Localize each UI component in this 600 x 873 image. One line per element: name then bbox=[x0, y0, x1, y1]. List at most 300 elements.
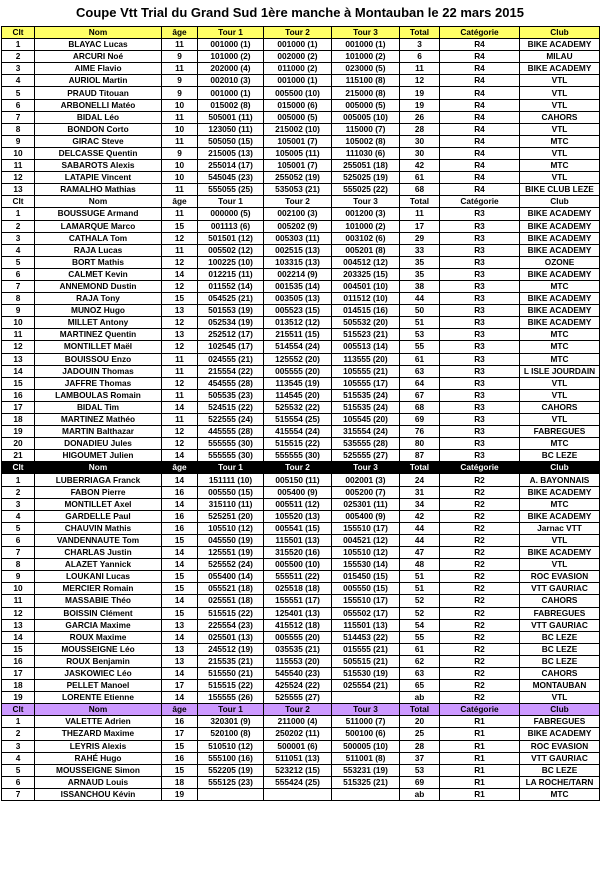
cell-age: 15 bbox=[162, 607, 198, 619]
cell-total: 44 bbox=[400, 293, 440, 305]
cell-tour3: 505532 (20) bbox=[332, 317, 400, 329]
cell-name: ANNEMOND Dustin bbox=[35, 280, 162, 292]
cell-club: VTL bbox=[520, 172, 600, 184]
cell-tour2: 514554 (24) bbox=[264, 341, 332, 353]
cell-tour1: 555125 (23) bbox=[198, 776, 264, 788]
cell-tour2: 125401 (13) bbox=[264, 607, 332, 619]
cell-tour1: 001000 (1) bbox=[198, 39, 264, 51]
cell-age: 11 bbox=[162, 63, 198, 75]
cell-total: 52 bbox=[400, 607, 440, 619]
cell-category: R3 bbox=[440, 450, 520, 462]
column-header-name: Nom bbox=[35, 704, 162, 716]
cell-club: BIKE ACADEMY bbox=[520, 486, 600, 498]
cell-name: HIGOUMET Julien bbox=[35, 450, 162, 462]
cell-club: MTC bbox=[520, 329, 600, 341]
cell-rank: 4 bbox=[2, 752, 35, 764]
cell-total: 63 bbox=[400, 365, 440, 377]
cell-category: R3 bbox=[440, 365, 520, 377]
cell-category: R4 bbox=[440, 63, 520, 75]
cell-club: VTL bbox=[520, 99, 600, 111]
cell-club: BIKE ACADEMY bbox=[520, 244, 600, 256]
column-header-club: Club bbox=[520, 462, 600, 474]
cell-tour3: 500005 (10) bbox=[332, 740, 400, 752]
cell-rank: 6 bbox=[2, 99, 35, 111]
table-row bbox=[2, 39, 600, 51]
cell-total: 54 bbox=[400, 619, 440, 631]
cell-name: BOISSIN Clément bbox=[35, 607, 162, 619]
table-row bbox=[2, 643, 600, 655]
cell-name: MONTILLET Maël bbox=[35, 341, 162, 353]
cell-total: 44 bbox=[400, 534, 440, 546]
cell-club: BC LEZE bbox=[520, 643, 600, 655]
table-row bbox=[2, 692, 600, 704]
cell-tour3: 315554 (24) bbox=[332, 426, 400, 438]
cell-club: BIKE ACADEMY bbox=[520, 63, 600, 75]
table-row bbox=[2, 317, 600, 329]
table-row bbox=[2, 63, 600, 75]
table-row bbox=[2, 619, 600, 631]
cell-club: BIKE ACADEMY bbox=[520, 317, 600, 329]
cell-category: R4 bbox=[440, 99, 520, 111]
cell-category: R4 bbox=[440, 147, 520, 159]
column-header-age: âge bbox=[162, 462, 198, 474]
column-header-tour1: Tour 1 bbox=[198, 462, 264, 474]
cell-category: R2 bbox=[440, 680, 520, 692]
cell-name: JADOUIN Thomas bbox=[35, 365, 162, 377]
cell-tour1: 123050 (11) bbox=[198, 123, 264, 135]
cell-tour1: 555100 (16) bbox=[198, 752, 264, 764]
cell-total: 3 bbox=[400, 39, 440, 51]
cell-tour2: 555555 (30) bbox=[264, 450, 332, 462]
cell-tour1: 505050 (15) bbox=[198, 135, 264, 147]
cell-tour1: 024555 (21) bbox=[198, 353, 264, 365]
cell-club: VTL bbox=[520, 75, 600, 87]
table-row bbox=[2, 426, 600, 438]
cell-age: 10 bbox=[162, 99, 198, 111]
cell-rank: 4 bbox=[2, 244, 35, 256]
column-header-tour1: Tour 1 bbox=[198, 704, 264, 716]
cell-total: 61 bbox=[400, 643, 440, 655]
cell-tour3: 005400 (9) bbox=[332, 510, 400, 522]
cell-rank: 16 bbox=[2, 655, 35, 667]
cell-rank: 3 bbox=[2, 740, 35, 752]
cell-age: 13 bbox=[162, 305, 198, 317]
cell-tour3: 111030 (6) bbox=[332, 147, 400, 159]
column-header-total: Total bbox=[400, 704, 440, 716]
cell-rank: 5 bbox=[2, 256, 35, 268]
cell-total: 33 bbox=[400, 244, 440, 256]
cell-total: 55 bbox=[400, 341, 440, 353]
cell-tour2: 002000 (2) bbox=[264, 51, 332, 63]
cell-rank: 11 bbox=[2, 329, 35, 341]
table-row bbox=[2, 559, 600, 571]
cell-age: 9 bbox=[162, 147, 198, 159]
cell-tour3: 255051 (18) bbox=[332, 160, 400, 172]
cell-age: 14 bbox=[162, 268, 198, 280]
cell-club: MTC bbox=[520, 438, 600, 450]
cell-club: VTT GAURIAC bbox=[520, 583, 600, 595]
table-row bbox=[2, 401, 600, 413]
table-row bbox=[2, 147, 600, 159]
cell-category: R2 bbox=[440, 534, 520, 546]
cell-club: MTC bbox=[520, 353, 600, 365]
cell-tour2 bbox=[264, 788, 332, 800]
cell-name: CHAUVIN Mathis bbox=[35, 522, 162, 534]
cell-name: PELLET Manoel bbox=[35, 680, 162, 692]
cell-category: R1 bbox=[440, 776, 520, 788]
cell-rank: 7 bbox=[2, 547, 35, 559]
cell-tour2: 500001 (6) bbox=[264, 740, 332, 752]
cell-tour3: 003102 (6) bbox=[332, 232, 400, 244]
cell-total: 51 bbox=[400, 571, 440, 583]
table-row bbox=[2, 280, 600, 292]
cell-tour2: 115553 (20) bbox=[264, 655, 332, 667]
column-header-tour3: Tour 3 bbox=[332, 196, 400, 208]
column-header-total: Total bbox=[400, 462, 440, 474]
cell-rank: 13 bbox=[2, 353, 35, 365]
cell-category: R4 bbox=[440, 172, 520, 184]
cell-tour1: 100225 (10) bbox=[198, 256, 264, 268]
cell-tour3: 113555 (20) bbox=[332, 353, 400, 365]
cell-club: ROC EVASION bbox=[520, 740, 600, 752]
table-row bbox=[2, 595, 600, 607]
cell-tour3: 105545 (20) bbox=[332, 414, 400, 426]
cell-club: VTL bbox=[520, 87, 600, 99]
table-row bbox=[2, 764, 600, 776]
cell-category: R3 bbox=[440, 208, 520, 220]
cell-category: R3 bbox=[440, 232, 520, 244]
cell-name: DELCASSE Quentin bbox=[35, 147, 162, 159]
cell-club: VTL bbox=[520, 389, 600, 401]
cell-tour2: 425524 (22) bbox=[264, 680, 332, 692]
cell-name: MOUSSEIGNE Simon bbox=[35, 764, 162, 776]
cell-tour2: 515554 (25) bbox=[264, 414, 332, 426]
cell-name: MILLET Antony bbox=[35, 317, 162, 329]
cell-name: ROUX Maxime bbox=[35, 631, 162, 643]
cell-age: 14 bbox=[162, 498, 198, 510]
cell-total: 42 bbox=[400, 510, 440, 522]
cell-category: R4 bbox=[440, 39, 520, 51]
cell-tour3: 505515 (21) bbox=[332, 655, 400, 667]
table-row bbox=[2, 438, 600, 450]
header-row-r1 bbox=[2, 704, 600, 716]
cell-total: 30 bbox=[400, 147, 440, 159]
cell-age: 17 bbox=[162, 728, 198, 740]
cell-category: R4 bbox=[440, 135, 520, 147]
cell-club: BIKE ACADEMY bbox=[520, 547, 600, 559]
cell-rank: 10 bbox=[2, 147, 35, 159]
cell-category: R3 bbox=[440, 426, 520, 438]
table-row bbox=[2, 776, 600, 788]
cell-name: LAMARQUE Marco bbox=[35, 220, 162, 232]
cell-tour3: 105555 (17) bbox=[332, 377, 400, 389]
cell-rank: 2 bbox=[2, 728, 35, 740]
cell-age: 11 bbox=[162, 184, 198, 196]
cell-club: MTC bbox=[520, 498, 600, 510]
cell-club: MTC bbox=[520, 788, 600, 800]
cell-tour2: 005555 (20) bbox=[264, 631, 332, 643]
cell-tour3: 555025 (22) bbox=[332, 184, 400, 196]
header-row-r4 bbox=[2, 27, 600, 39]
cell-age: 13 bbox=[162, 329, 198, 341]
cell-category: R4 bbox=[440, 87, 520, 99]
cell-tour3: 155510 (17) bbox=[332, 522, 400, 534]
cell-club: BIKE ACADEMY bbox=[520, 728, 600, 740]
cell-category: R1 bbox=[440, 788, 520, 800]
cell-tour2: 003505 (13) bbox=[264, 293, 332, 305]
cell-category: R1 bbox=[440, 764, 520, 776]
cell-tour2: 035535 (21) bbox=[264, 643, 332, 655]
cell-name: RAJA Lucas bbox=[35, 244, 162, 256]
cell-total: 28 bbox=[400, 123, 440, 135]
cell-category: R4 bbox=[440, 123, 520, 135]
cell-rank: 3 bbox=[2, 63, 35, 75]
column-header-name: Nom bbox=[35, 27, 162, 39]
cell-name: BIDAL Léo bbox=[35, 111, 162, 123]
cell-club: CAHORS bbox=[520, 667, 600, 679]
cell-rank: 12 bbox=[2, 341, 35, 353]
cell-club: VTT GAURIAC bbox=[520, 619, 600, 631]
cell-tour3: 002001 (3) bbox=[332, 474, 400, 486]
table-row bbox=[2, 716, 600, 728]
cell-tour2: 001535 (14) bbox=[264, 280, 332, 292]
cell-name: ARCURI Noé bbox=[35, 51, 162, 63]
cell-name: LUBERRIAGA Franck bbox=[35, 474, 162, 486]
cell-tour3: 525555 (27) bbox=[332, 450, 400, 462]
column-header-name: Nom bbox=[35, 462, 162, 474]
cell-total: 26 bbox=[400, 111, 440, 123]
cell-total: 44 bbox=[400, 522, 440, 534]
cell-tour1: 055521 (18) bbox=[198, 583, 264, 595]
cell-tour3: 001000 (1) bbox=[332, 39, 400, 51]
results-table bbox=[1, 26, 600, 801]
cell-total: 51 bbox=[400, 317, 440, 329]
cell-total: 25 bbox=[400, 728, 440, 740]
table-row bbox=[2, 788, 600, 800]
cell-tour2: 155551 (17) bbox=[264, 595, 332, 607]
cell-tour2: 525532 (22) bbox=[264, 401, 332, 413]
cell-tour3: 155510 (17) bbox=[332, 595, 400, 607]
cell-total: 48 bbox=[400, 559, 440, 571]
cell-category: R1 bbox=[440, 752, 520, 764]
cell-tour3: 023000 (5) bbox=[332, 63, 400, 75]
table-row bbox=[2, 220, 600, 232]
cell-age: 16 bbox=[162, 752, 198, 764]
cell-tour1: 002010 (3) bbox=[198, 75, 264, 87]
cell-category: R3 bbox=[440, 353, 520, 365]
cell-tour3: 005200 (7) bbox=[332, 486, 400, 498]
cell-name: VALETTE Adrien bbox=[35, 716, 162, 728]
cell-tour2: 105005 (11) bbox=[264, 147, 332, 159]
table-row bbox=[2, 534, 600, 546]
cell-age: 15 bbox=[162, 293, 198, 305]
cell-age: 14 bbox=[162, 450, 198, 462]
table-row bbox=[2, 631, 600, 643]
cell-age: 15 bbox=[162, 740, 198, 752]
cell-age: 12 bbox=[162, 377, 198, 389]
cell-age: 12 bbox=[162, 232, 198, 244]
cell-tour3: 514453 (22) bbox=[332, 631, 400, 643]
cell-club: BIKE ACADEMY bbox=[520, 39, 600, 51]
cell-rank: 1 bbox=[2, 208, 35, 220]
cell-club: BC LEZE bbox=[520, 631, 600, 643]
cell-total: 34 bbox=[400, 498, 440, 510]
cell-tour3: 004512 (12) bbox=[332, 256, 400, 268]
cell-tour2: 515515 (22) bbox=[264, 438, 332, 450]
cell-category: R3 bbox=[440, 341, 520, 353]
cell-tour2: 001000 (1) bbox=[264, 75, 332, 87]
cell-tour2: 011000 (2) bbox=[264, 63, 332, 75]
cell-category: R2 bbox=[440, 547, 520, 559]
cell-tour2: 211000 (4) bbox=[264, 716, 332, 728]
cell-tour1: 215535 (21) bbox=[198, 655, 264, 667]
cell-age: 17 bbox=[162, 680, 198, 692]
cell-name: GARCIA Maxime bbox=[35, 619, 162, 631]
cell-total: 61 bbox=[400, 172, 440, 184]
cell-club: VTT GAURIAC bbox=[520, 752, 600, 764]
cell-tour2: 215002 (10) bbox=[264, 123, 332, 135]
cell-age: 9 bbox=[162, 75, 198, 87]
cell-tour3: 005550 (15) bbox=[332, 583, 400, 595]
cell-name: ARNAUD Louis bbox=[35, 776, 162, 788]
cell-tour3: 015555 (21) bbox=[332, 643, 400, 655]
cell-rank: 15 bbox=[2, 377, 35, 389]
cell-tour1: 101000 (2) bbox=[198, 51, 264, 63]
cell-tour2: 555511 (22) bbox=[264, 571, 332, 583]
cell-name: THEZARD Maxime bbox=[35, 728, 162, 740]
cell-name: BOUISSOU Enzo bbox=[35, 353, 162, 365]
cell-rank: 13 bbox=[2, 619, 35, 631]
cell-tour1: 245512 (19) bbox=[198, 643, 264, 655]
table-row bbox=[2, 498, 600, 510]
cell-tour1: 555055 (25) bbox=[198, 184, 264, 196]
table-row bbox=[2, 184, 600, 196]
cell-age: 11 bbox=[162, 111, 198, 123]
cell-category: R3 bbox=[440, 438, 520, 450]
cell-age: 14 bbox=[162, 595, 198, 607]
cell-name: LAMBOULAS Romain bbox=[35, 389, 162, 401]
column-header-rank: Clt bbox=[2, 462, 35, 474]
table-row bbox=[2, 123, 600, 135]
column-header-rank: Clt bbox=[2, 196, 35, 208]
cell-category: R2 bbox=[440, 486, 520, 498]
cell-tour2: 005000 (5) bbox=[264, 111, 332, 123]
column-header-tour3: Tour 3 bbox=[332, 704, 400, 716]
cell-tour2: 105001 (7) bbox=[264, 135, 332, 147]
cell-tour2: 005500 (10) bbox=[264, 87, 332, 99]
cell-age: 11 bbox=[162, 135, 198, 147]
cell-tour2: 001000 (1) bbox=[264, 39, 332, 51]
cell-total: 38 bbox=[400, 280, 440, 292]
cell-age: 11 bbox=[162, 39, 198, 51]
cell-tour1: 215005 (13) bbox=[198, 147, 264, 159]
cell-age: 15 bbox=[162, 220, 198, 232]
cell-total: 11 bbox=[400, 208, 440, 220]
table-row bbox=[2, 365, 600, 377]
column-header-age: âge bbox=[162, 704, 198, 716]
cell-total: 37 bbox=[400, 752, 440, 764]
cell-total: 55 bbox=[400, 631, 440, 643]
cell-total: 76 bbox=[400, 426, 440, 438]
cell-tour3: 115100 (8) bbox=[332, 75, 400, 87]
cell-tour3: 001200 (3) bbox=[332, 208, 400, 220]
cell-tour3: 105002 (8) bbox=[332, 135, 400, 147]
cell-category: R2 bbox=[440, 595, 520, 607]
cell-total: 31 bbox=[400, 486, 440, 498]
cell-category: R3 bbox=[440, 389, 520, 401]
cell-tour1: 524515 (22) bbox=[198, 401, 264, 413]
cell-tour1: 015002 (8) bbox=[198, 99, 264, 111]
cell-tour3: 515535 (24) bbox=[332, 401, 400, 413]
cell-rank: 11 bbox=[2, 160, 35, 172]
cell-rank: 14 bbox=[2, 365, 35, 377]
table-row bbox=[2, 87, 600, 99]
cell-category: R3 bbox=[440, 414, 520, 426]
cell-category: R2 bbox=[440, 510, 520, 522]
cell-rank: 5 bbox=[2, 522, 35, 534]
cell-total: 63 bbox=[400, 667, 440, 679]
cell-name: BLAYAC Lucas bbox=[35, 39, 162, 51]
table-row bbox=[2, 353, 600, 365]
cell-tour1: 025551 (18) bbox=[198, 595, 264, 607]
cell-name: ARBONELLI Matéo bbox=[35, 99, 162, 111]
cell-age: 15 bbox=[162, 534, 198, 546]
cell-name: CATHALA Tom bbox=[35, 232, 162, 244]
cell-tour2: 315520 (16) bbox=[264, 547, 332, 559]
cell-name: BOUSSUGE Armand bbox=[35, 208, 162, 220]
cell-name: MUNOZ Hugo bbox=[35, 305, 162, 317]
cell-name: BIDAL Tim bbox=[35, 401, 162, 413]
cell-rank: 5 bbox=[2, 764, 35, 776]
column-header-tour1: Tour 1 bbox=[198, 27, 264, 39]
cell-tour3: 101000 (2) bbox=[332, 51, 400, 63]
table-row bbox=[2, 510, 600, 522]
cell-club: VTL bbox=[520, 692, 600, 704]
cell-age: 10 bbox=[162, 123, 198, 135]
cell-tour1: 225554 (23) bbox=[198, 619, 264, 631]
cell-rank: 15 bbox=[2, 643, 35, 655]
cell-age: 14 bbox=[162, 667, 198, 679]
cell-total: 50 bbox=[400, 305, 440, 317]
cell-rank: 14 bbox=[2, 631, 35, 643]
cell-name: VANDENNAUTE Tom bbox=[35, 534, 162, 546]
cell-club: FABREGUES bbox=[520, 716, 600, 728]
cell-club: MTC bbox=[520, 135, 600, 147]
table-row bbox=[2, 583, 600, 595]
cell-total: 67 bbox=[400, 389, 440, 401]
cell-category: R1 bbox=[440, 728, 520, 740]
cell-tour1: 055400 (14) bbox=[198, 571, 264, 583]
cell-rank: 3 bbox=[2, 232, 35, 244]
cell-total: 42 bbox=[400, 160, 440, 172]
cell-total: 35 bbox=[400, 268, 440, 280]
cell-age: 14 bbox=[162, 692, 198, 704]
cell-total: 53 bbox=[400, 764, 440, 776]
cell-total: ab bbox=[400, 692, 440, 704]
cell-tour2: 105001 (7) bbox=[264, 160, 332, 172]
cell-total: 19 bbox=[400, 99, 440, 111]
cell-tour2: 511051 (13) bbox=[264, 752, 332, 764]
cell-rank: 13 bbox=[2, 184, 35, 196]
cell-name: SABAROTS Alexis bbox=[35, 160, 162, 172]
cell-tour1: 005502 (12) bbox=[198, 244, 264, 256]
cell-club: VTL bbox=[520, 123, 600, 135]
cell-age: 16 bbox=[162, 716, 198, 728]
cell-rank: 1 bbox=[2, 716, 35, 728]
cell-tour2: 215511 (15) bbox=[264, 329, 332, 341]
cell-tour3: 515535 (24) bbox=[332, 389, 400, 401]
cell-total: 53 bbox=[400, 329, 440, 341]
